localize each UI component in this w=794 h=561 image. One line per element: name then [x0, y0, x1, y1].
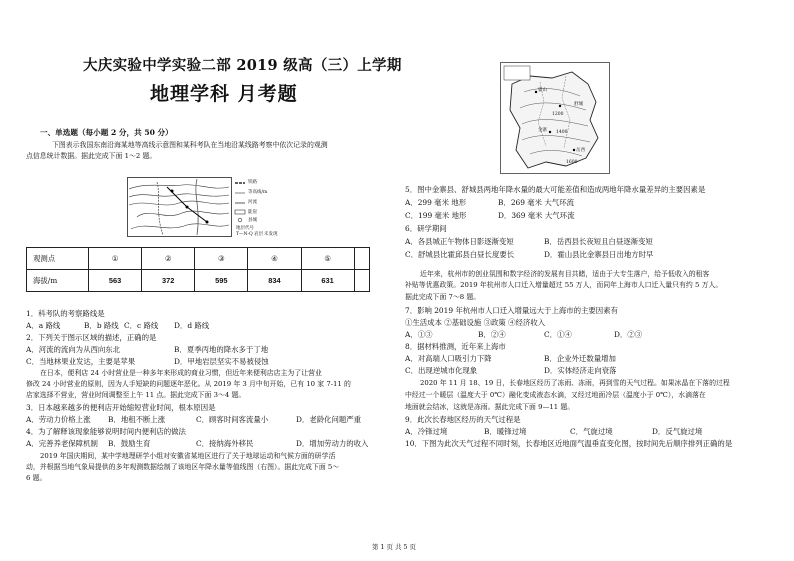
question-4: 4．为了解释该现象能够说明时间内便利店的做法	[26, 427, 186, 436]
q6-option-a: A．各县城正午物体日影逐渐变短	[405, 237, 514, 246]
q5-option-a: A．299 毫米 地形	[405, 198, 467, 207]
q3-option-b: B．地租不断上涨	[108, 415, 166, 424]
table-row	[27, 248, 370, 270]
intro5-line1: 2020 年 11 月 18、19 日，长春地区经历了冻雨、冻雨，再到雪的天气过程。如果冰晶在下落的过程	[420, 379, 730, 387]
q5-option-c: C．199 毫米 地形	[405, 211, 467, 220]
question-3: 3．日本越来越多的便利店开始缩短营业时间，根本原因是	[26, 403, 216, 412]
table-cell	[354, 270, 369, 292]
q7-option-b: B．②④	[478, 330, 506, 339]
map1-legend-3: 河流	[248, 200, 257, 205]
intro3-line1: 2019 年国庆期间，某中学地理研学小组对安徽省某地区进行了关于地球运动和气候方面的研学活	[40, 452, 336, 460]
q4-option-c: C．接纳海外移民	[196, 439, 254, 448]
table-cell: ⑤	[301, 248, 354, 270]
map2-label-2: 舒城	[574, 102, 583, 107]
q8-option-c: C．出现逆城市化现象	[405, 366, 478, 375]
q5-option-b: B．269 毫米 大气环流	[498, 198, 574, 207]
q9-option-d: D．反气旋过境	[652, 427, 703, 436]
map1-legend-4: 陡崖	[248, 210, 257, 215]
intro3-line2: 动，并根据当地气象局提供的多年观测数据绘制了该地区年降水量等值线图（右图）。据此完成下面 5～	[26, 463, 340, 471]
observation-table	[26, 247, 370, 292]
question-7: 7．影响 2019 年杭州市人口迁入增量远大于上海市的主要因素有	[405, 306, 618, 315]
q7-items: ①生活成本 ②基础设施 ③政策 ④经济收入	[405, 318, 546, 327]
q9-option-b: B．暖锋过境	[484, 427, 527, 436]
question-2: 2．下列关于图示区域的描述，正确的是	[26, 333, 157, 342]
section-heading: 一、单选题（每小题 2 分，共 50 分）	[40, 128, 173, 137]
map1-legend-6: 地层代号	[236, 226, 254, 231]
table-cell	[354, 248, 369, 270]
q2-option-d: D．甲地岩层坚实不易被侵蚀	[174, 357, 269, 366]
precipitation-map	[500, 62, 610, 174]
table-cell: 563	[89, 270, 142, 292]
q6-option-c: C．舒城县比霍邱县白昼长度要长	[405, 250, 515, 259]
q1-option-c: C．c 路线	[124, 321, 159, 330]
table-cell: ③	[195, 248, 248, 270]
intro3-line3: 6 题。	[26, 474, 47, 482]
table-cell: 372	[142, 270, 195, 292]
intro5-line2: 中经过一个暖层（温度大于 0℃）融化变成液态水滴，又经过地面冷层（温度小于 0℃），水滴落在	[405, 391, 706, 399]
q3-option-a: A．劳动力价格上涨	[26, 415, 91, 424]
intro2-line2: 修改 24 小时营业的原则，因为人手短缺的问题逐年恶化。从 2019 年 3 月中旬开始，已有 10 家 7-11 的	[26, 380, 351, 388]
exam-title-subject: 地理学科 月考题	[150, 83, 298, 105]
question-10: 10．下图为此次天气过程不同时刻，长春地区近地面气温垂直变化图，按时间先后顺序排列正确的是	[405, 439, 733, 448]
q1-option-a: A．a 路线	[26, 321, 61, 330]
intro5-line3: 地面就会结冰，这就是冻雨。据此完成下面 9—11 题。	[405, 403, 575, 411]
intro2-line1: 在日本，便利店 24 小时营业是一种多年来形成的商业习惯，但近年来便利店店主为了让营业	[40, 369, 322, 377]
map1-legend-7: T—N-Q 岩层	[236, 232, 264, 237]
q9-option-c: C．气旋过境	[570, 427, 613, 436]
q3-option-c: C．顾客时间客流量小	[196, 415, 269, 424]
intro1-line2: 点信息统计数据。据此完成下面 1～2 题。	[26, 152, 157, 160]
q7-option-c: C．①④	[544, 330, 572, 339]
q4-option-b: B．鼓励生育	[108, 439, 151, 448]
exam-title-school: 大庆实验中学实验二部 2019 级高（三）上学期	[83, 57, 402, 74]
table-cell: 595	[195, 270, 248, 292]
question-9: 9．此次长春地区经历的天气过程是	[405, 415, 521, 424]
map2-label-3: 金寨	[538, 128, 547, 133]
q6-option-b: B．岳西县长夜短且白昼逐渐变短	[544, 237, 653, 246]
intro4-line2: 补贴等优惠政策。2019 年杭州市人口迁入增量超过 55 万人，而同年上海市人口迁入量只有约 5 万人。	[405, 281, 723, 289]
q4-option-d: D．增加劳动力的收入	[296, 439, 369, 448]
question-5: 5．图中金寨县、舒城县两地年降水量的最大可能差值和造成两地年降水量差异的主要因素是	[405, 185, 706, 194]
table-cell: ②	[142, 248, 195, 270]
question-8: 8．据材料推测，近年来上海市	[405, 342, 506, 351]
q2-option-b: B．夏季丙地的降水多于丁地	[174, 345, 269, 354]
map1-legend-5: 县城	[248, 218, 257, 223]
map1-legend-2: 等高线/m	[248, 190, 268, 195]
table-cell: 631	[301, 270, 354, 292]
q3-option-d: D．老龄化问题严重	[296, 415, 362, 424]
precipitation-map-drawing	[500, 62, 610, 174]
table-header-cell: 观测点	[27, 248, 89, 270]
table-header-cell: 海拔/m	[27, 270, 89, 292]
q5-option-d: D．369 毫米 大气环流	[498, 211, 575, 220]
q4-option-a: A．完善养老保障机制	[26, 439, 98, 448]
map1-legend-8: 未发现	[264, 232, 278, 237]
map2-label-4: 岳西	[576, 148, 585, 153]
table-row	[27, 270, 370, 292]
q9-option-a: A．冷锋过境	[405, 427, 448, 436]
q8-option-b: B．企业外迁数量增加	[544, 354, 616, 363]
map2-label-7: 1600	[566, 160, 578, 165]
q6-option-d: D．霍山县比金寨县日出地方时早	[544, 250, 654, 259]
table-cell: ①	[89, 248, 142, 270]
q7-option-d: D．②③	[614, 330, 643, 339]
intro4-line3: 据此完成下面 7～8 题。	[405, 293, 481, 301]
table-cell: 834	[248, 270, 301, 292]
q8-option-a: A．对高端人口吸引力下降	[405, 354, 492, 363]
intro2-line3: 店家选择不营业，营业时间调整至上午 11 点。据此完成下面 3～4 题。	[26, 391, 246, 399]
map2-label-1: 霍山	[538, 88, 547, 93]
intro4-line1: 近年来，杭州市的创业氛围和数字经济的发展有目共睹，适由于大专生落户，给予低收入的租客	[420, 270, 710, 278]
table-cell: ④	[248, 248, 301, 270]
q2-option-a: A．河流的流向为从西向东北	[26, 345, 121, 354]
q8-option-d: D．实体经济走向衰落	[544, 366, 617, 375]
q1-option-d: D．d 路线	[174, 321, 210, 330]
map2-label-5: 1200	[552, 112, 564, 117]
page-number: 第 1 页 共 5 页	[372, 543, 416, 551]
q2-option-c: C．当地林果业发达，主要是苹果	[26, 357, 136, 366]
q7-option-a: A．①③	[405, 330, 433, 339]
map1-legend-1: 铁路	[248, 180, 257, 185]
intro1-line1: 下图表示我国东南沿海某地等高线示意图和某科考队在当地沿某线路考察中依次记录的观测	[52, 141, 328, 149]
q1-option-b: B．b 路线	[84, 321, 119, 330]
question-1: 1．科考队的考察路线是	[26, 309, 105, 318]
map2-label-6: 1400	[556, 130, 568, 135]
question-6: 6．研学期间	[405, 224, 447, 233]
